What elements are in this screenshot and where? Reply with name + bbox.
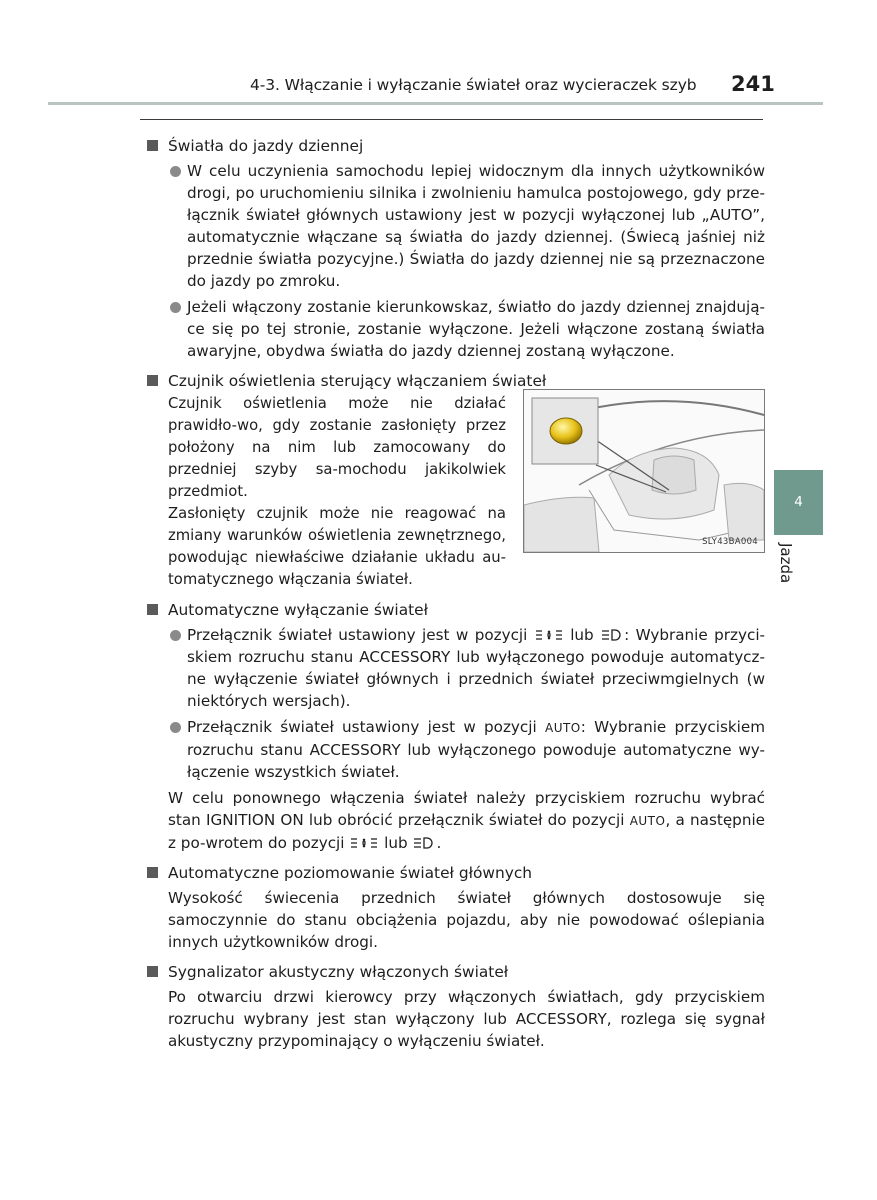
auto-symbol: AUTO <box>544 721 581 735</box>
section-automatic-light-off <box>145 598 765 854</box>
chapter-tab-label: Jazda <box>777 543 795 584</box>
sensor-text <box>145 393 506 591</box>
list-item <box>145 624 765 712</box>
square-bullet-icon <box>147 604 158 615</box>
paragraph-text: , a następnie z po-wrotem do pozycji <box>168 811 766 852</box>
section-lights-on-buzzer <box>145 960 765 1052</box>
headlight-symbol-icon <box>412 836 436 850</box>
dot-bullet-icon <box>170 166 181 177</box>
paragraph: Zasłonięty czujnik może nie reagować na zmiany warunków oświetlenia zewnętrznego, powodując niewłaściwe działanie układu au-tomatycznego włączania świateł. <box>168 505 506 588</box>
parking-light-symbol-icon <box>349 836 379 850</box>
section-title-text: Sygnalizator akustyczny włączonych świateł <box>168 963 509 981</box>
dot-bullet-icon <box>170 722 181 733</box>
section-title <box>145 134 765 158</box>
dot-bullet-icon <box>170 302 181 313</box>
headlight-symbol-icon <box>600 628 624 642</box>
figure-code: SLY43BA004 <box>702 537 758 547</box>
list-item-text: Przełącznik świateł ustawiony jest w pozycji <box>187 718 537 736</box>
paragraph-text: . <box>436 834 442 852</box>
dot-bullet-icon <box>170 630 181 641</box>
list-item-text: W celu uczynienia samochodu lepiej widocznym dla innych użytkowników drogi, po uruchomieniu silnika i zwolnieniu hamulca postojowego, gdy prze-łącznik świateł głównych ustawiony jest w pozycji wyłączonej lub „AUTO”, automatycznie włączane są światła do jazdy dziennej. (Świecą jaśniej niż przednie światła pozycyjne.) Światła do jazdy dziennej nie są przeznaczone do jazdy po zmroku. <box>187 162 765 290</box>
paragraph-text: W celu ponownego włączenia świateł należy przyciskiem rozruchu wybrać stan IGNITION ON lub obrócić przełącznik świateł do pozycji <box>168 789 765 829</box>
section-title-text: Światła do jazdy dziennej <box>168 137 364 155</box>
chapter-tab-number: 4 <box>794 494 803 510</box>
list-item-text: Przełącznik świateł ustawiony jest w pozycji <box>187 626 528 644</box>
content-rule <box>140 119 763 120</box>
list-item <box>145 160 765 292</box>
paragraph <box>145 787 765 854</box>
section-daytime-running-lights <box>145 134 765 362</box>
list-item-text: : Wybranie przyci-skiem rozruchu stanu ACCESSORY lub wyłączonego powoduje automatycz-ne wyłączenie świateł głównych i przednich świateł przeciwmgielnych (w niektórych wersjach). <box>187 626 766 710</box>
list-item-text: Jeżeli włączony zostanie kierunkowskaz, światło do jazdy dziennej znajdują-ce się po tej stronie, zostanie wyłączone. Jeżeli włączone zostaną światła awaryjne, obydwa światła do jazdy dziennej zostaną wyłączone. <box>187 298 765 360</box>
section-title-text: Czujnik oświetlenia sterujący włączaniem świateł <box>168 372 547 390</box>
section-title <box>145 598 765 622</box>
list-item <box>145 296 765 362</box>
section-title <box>145 369 765 393</box>
paragraph: Czujnik oświetlenia może nie działać prawidło-wo, gdy zostanie zasłonięty przez położony na nim lub zamocowany do przedniej szyby sa-mochodu jakikolwiek przedmiot. <box>168 395 506 500</box>
list-item-text: : Wybranie przyciskiem rozruchu stanu ACCESSORY lub wyłączonego powoduje automatyczne wy-łączenie wszystkich świateł. <box>187 718 766 781</box>
paragraph-text: lub <box>384 834 408 852</box>
section-title-text: Automatyczne wyłączanie świateł <box>168 601 429 619</box>
section-title <box>145 960 765 984</box>
section-title-text: Automatyczne poziomowanie świateł głównych <box>168 864 533 882</box>
page-number: 241 <box>731 72 775 96</box>
square-bullet-icon <box>147 375 158 386</box>
list-item-text: lub <box>570 626 594 644</box>
chapter-tab <box>774 470 823 535</box>
paragraph: Wysokość świecenia przednich świateł głównych dostosowuje się samoczynnie do stanu obciążenia pojazdu, aby nie powodować oślepiania innych użytkowników drogi. <box>168 889 765 951</box>
section-automatic-headlight-leveling <box>145 861 765 953</box>
header-title: 4-3. Włączanie i wyłączanie świateł oraz wycieraczek szyb <box>250 76 697 94</box>
section-light-sensor <box>145 369 765 591</box>
square-bullet-icon <box>147 966 158 977</box>
section-title <box>145 861 765 885</box>
square-bullet-icon <box>147 867 158 878</box>
square-bullet-icon <box>147 140 158 151</box>
auto-symbol: AUTO <box>629 814 666 828</box>
header-rule <box>48 102 823 105</box>
sensor-text-column <box>145 393 765 591</box>
list-item <box>145 716 765 783</box>
parking-light-symbol-icon <box>534 628 564 642</box>
paragraph: Po otwarciu drzwi kierowcy przy włączonych światłach, gdy przyciskiem rozruchu wybrany jest stan wyłączony lub ACCESSORY, rozlega się sygnał akustyczny przypominający o wyłączeniu świateł. <box>168 988 765 1050</box>
main-content <box>145 134 765 1059</box>
